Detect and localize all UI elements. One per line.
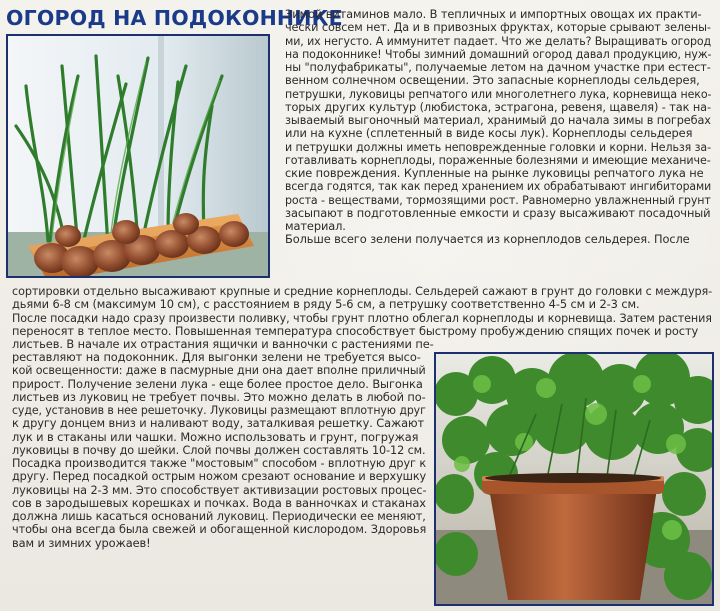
article-title: ОГОРОД НА ПОДОКОННИКЕ	[6, 6, 343, 30]
parsley-pot-photo	[434, 352, 714, 606]
article-text-onions: реставляют на подоконник. Для выгонки зелени не требуется высо- кой освещенности: даже в пасмурные дни она дает вполне приличный прирост. Получение зелени лука - еще более простое дело. Выгонка листьев из луковиц не требует почвы. Это можно делать в любой по- суде, установив в нее решеточку. Луковицы размещают вплотную друг к другу донцем вниз и наливают воду, заталкивая решетку. Сажают лук и в стаканы или чашки. Можно использовать и грунт, погружая луковицы в почву до шейки. Слой почвы должен составлять 10-12 см. Посадка производится также "мостовым" способом - вплотную друг к другу. Перед посадкой острым ножом срезают основание и верхушку луковицы на 2-3 мм. Это способствует активизации ростовых процес- сов в зародышевых корешках и почках. Вода в ванночках и стаканах должна лишь касаться оснований луковиц. Периодически ее меняют, чтобы она всегда была свежей и обогащенной кислородом. Здоровья вам и зимних урожаев!	[12, 350, 427, 550]
article-text-intro: Зимой витаминов мало. В тепличных и импортных овощах их практи- чески совсем нет. Да и в привозных фруктах, которые срывают зелены- ми, их негусто. А иммунитет падает. Что же делать? Выращивать огород на подоконнике! Чтобы зимний домашний огород давал продукцию, нуж- ны "полуфабрикаты", получаемые летом на дачном участке при естест- венном солнечном освещении. Это запасные корнеплоды сельдерея, петрушки, луковицы репчатого или многолетнего лука, корневища неко- торых других культур (любистока, эстрагона, ревеня, щавеля) - так на- зываемый выгоночный материал, хранимый до начала зимы в погребах или на кухне (сплетенный в виде косы лук). Корнеплоды сельдерея и петрушки должны иметь неповрежденные головки и корни. Нельзя за- готавливать корнеплоды, пораженные болезнями и имеющие механиче- ские повреждения. Купленные на рынке луковицы репчатого лука не всегда годятся, так как перед хранением их обрабатывают ингибиторами роста - веществами, тормозящими рост. Равномерно увлажненный грунт засыпают в подготовленные емкости и сразу высаживают посадочный материал. Больше всего зелени получается из корнеплодов сельдерея. После	[285, 7, 712, 247]
article-text-planting: сортировки отдельно высаживают крупные и средние корнеплоды. Сельдерей сажают в грунт до головки с междуря- дьями 6-8 см (максимум 10 см), с расстоянием в ряду 5-6 см, а петрушку соответственно 4-5 см и 2-3 см. После посадки надо сразу произвести поливку, чтобы грунт плотно облегал корнеплоды и корневища. Затем растения переносят в теплое место. Повышенная температура способствует быстрому пробуждению спящих почек и росту листьев. В начале их отрастания ящички и ванночки с растениями пе-	[12, 284, 713, 351]
green-onion-photo	[6, 34, 270, 278]
